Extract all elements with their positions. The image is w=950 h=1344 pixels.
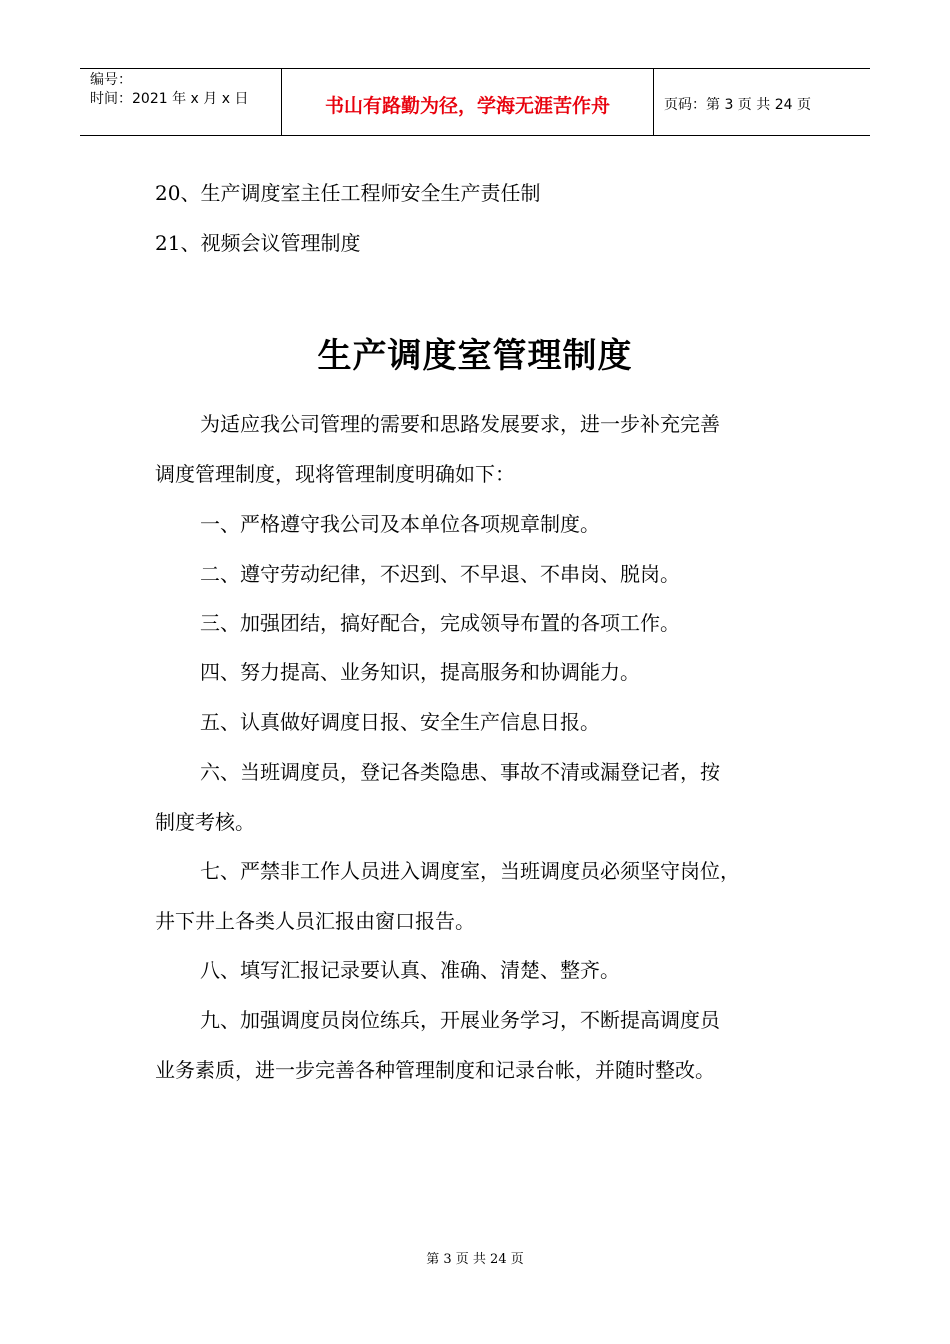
- document-date: 时间：2021 年 x 月 x 日: [90, 91, 249, 107]
- header-motto: 书山有路勤为径，学海无涯苦作舟: [282, 69, 654, 135]
- paragraph-line: 为适应我公司管理的需要和思路发展要求，进一步补充完善: [200, 412, 720, 436]
- paragraph-line: 调度管理制度，现将管理制度明确如下：: [155, 462, 515, 486]
- paragraph-line: 四、努力提高、业务知识，提高服务和协调能力。: [200, 660, 640, 684]
- page-header: [80, 68, 870, 136]
- paragraph-line: 井下井上各类人员汇报由窗口报告。: [155, 909, 475, 933]
- paragraph-line: 一、严格遵守我公司及本单位各项规章制度。: [200, 512, 600, 536]
- paragraph-line: 五、认真做好调度日报、安全生产信息日报。: [200, 710, 600, 734]
- page-footer: 第 3 页 共 24 页: [426, 1252, 524, 1267]
- paragraph-line: 制度考核。: [155, 810, 255, 834]
- paragraph-line: 业务素质，进一步完善各种管理制度和记录台帐，并随时整改。: [155, 1058, 715, 1082]
- paragraph-line: 三、加强团结，搞好配合，完成领导布置的各项工作。: [200, 611, 680, 635]
- document-number-label: 编号：: [90, 72, 132, 88]
- list-item: 21、视频会议管理制度: [155, 231, 361, 255]
- header-page-info: 页码：第 3 页 共 24 页: [664, 97, 811, 113]
- list-item: 20、生产调度室主任工程师安全生产责任制: [155, 181, 541, 205]
- paragraph-line: 八、填写汇报记录要认真、准确、清楚、整齐。: [200, 958, 620, 982]
- paragraph-line: 七、严禁非工作人员进入调度室，当班调度员必须坚守岗位，: [200, 859, 740, 883]
- document-title: 生产调度室管理制度: [317, 336, 633, 376]
- paragraph-line: 二、遵守劳动纪律，不迟到、不早退、不串岗、脱岗。: [200, 562, 680, 586]
- paragraph-line: 六、当班调度员，登记各类隐患、事故不清或漏登记者，按: [200, 760, 720, 784]
- paragraph-line: 九、加强调度员岗位练兵，开展业务学习，不断提高调度员: [200, 1008, 720, 1032]
- header-meta: [80, 69, 282, 135]
